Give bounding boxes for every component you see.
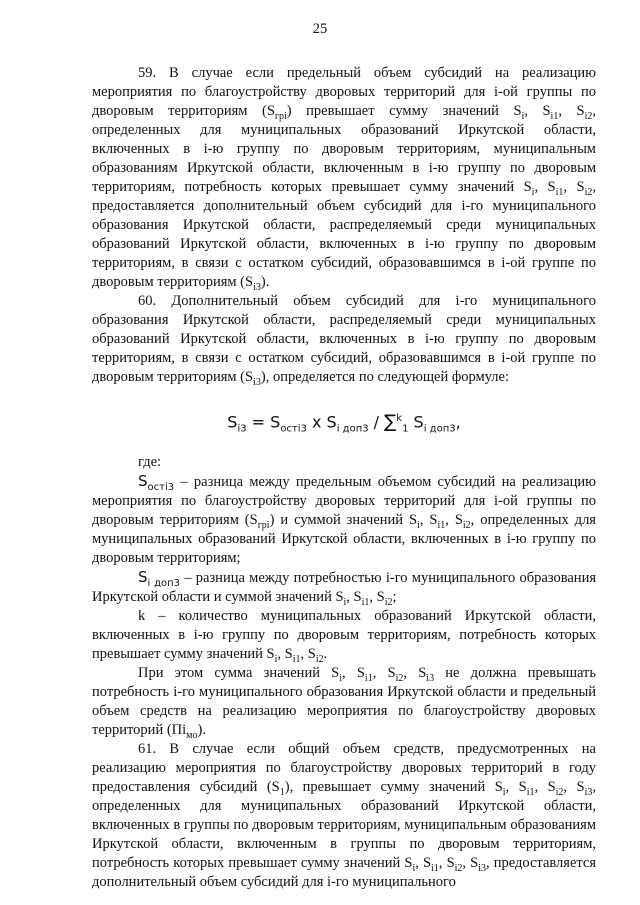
definition-s-ost: $S_{остi3}$ – разница между предельным объемом субсидий на реализацию мероприятия по благоустройству дворовых территорий для i-ой группы по дворовым территориям $(S_{грi})$ и суммой значений $S_i$, $S_{i1}$, $S_{i2}$, определенных для муниципальных образований Иркутской области, включенных в i-ю группу по дворовым территориям; [92, 472, 596, 567]
note-paragraph: При этом сумма значений $S_i$, $S_{i1}$, $S_{i2}$, $S_{i3}$ не должна превышать потребность i-го муниципального образования Иркутской области и предельный объем средств на реализацию мероприятия по благоустройству дворовых территорий $(Пi_{мо})$. [92, 665, 596, 742]
paragraph-59: 59. В случае если предельный объем субсидий на реализацию мероприятия по благоустройству дворовых территорий для i-ой группы по дворовым территориям $(S_{грi})$ превышает сумму значений $S_i$, $S_{i1}$, $S_{i2}$, определенных для муниципальных образований Иркутской области, включенных в i-ю группу по дворовым территориям, муниципальным образованиям Иркутской области, включенным в i-ю группу по дворовым территориям, потребность которых превышает сумму значений $S_i$, $S_{i1}$, $S_{i2}$, предоставляется дополнительный объем субсидий для i-го муниципального образования Иркутской области, распределяемый среди муниципальных образований Иркутской области, включенных в i-ю группу по дворовым территориям, в связи с остатком субсидий, образовавшимся в i-ой группе по дворовым территориям $(S_{i3})$. [92, 65, 596, 293]
where-label: где: [138, 454, 162, 471]
definition-s-i-dop: $S_{i доп3}$ – разница между потребностью i-го муниципального образования Иркутской области и суммой значений $S_i$, $S_{i1}$, $S_{i2}$; [92, 568, 596, 609]
paragraph-61: 61. В случае если общий объем средств, предусмотренных на реализацию мероприятия по благоустройству дворовых территорий в году предоставления субсидий $(S_1)$, превышает сумму значений $S_i$, $S_{i1}$, $S_{i2}$, $S_{i3}$, определенных для муниципальных образований Иркутской области, включенных в группы по дворовым территориям, муниципальным образованиям Иркутской области, включенным в группы по дворовым территориям, потребность которых превышает сумму значений $S_i$, $S_{i1}$, $S_{i2}$, $S_{i3}$, предоставляется дополнительный объем субсидий для i-го муниципального [92, 741, 596, 891]
definition-k: k – количество муниципальных образований Иркутской области, включенных в i-ю группу по дворовым территориям, потребность которых превышает сумму значений $S_i$, $S_{i1}$, $S_{i2}$. [92, 608, 596, 666]
paragraph-60: 60. Дополнительный объем субсидий для i-го муниципального образования Иркутской области, распределяемый среди муниципальных образований Иркутской области, включенных в i-ю группу по дворовым территориям, в связи с остатком субсидий, образовавшимся в i-ой группе по дворовым территориям $(S_{i3})$, определяется по следующей формуле: [92, 293, 596, 388]
distribution-formula: $S_{i3} = S_{остi3}$ x $S_{i доп3} / \sum^k_1$ $S_{i доп3}$, [227, 411, 461, 435]
document-body [92, 64, 596, 892]
page-number: 25 [312, 21, 328, 37]
